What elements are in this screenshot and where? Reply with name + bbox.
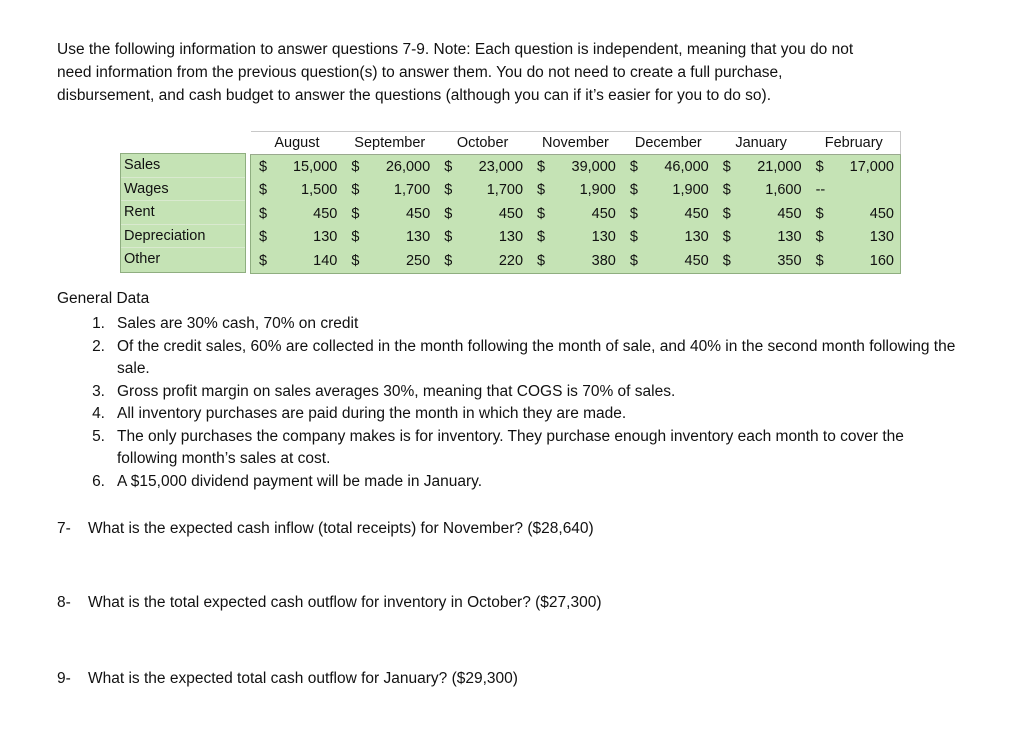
- table-cell: [251, 226, 344, 250]
- list-text: The only purchases the company makes is for inventory. They purchase enough inventory each month to cover the following month’s sales at cost.: [117, 427, 904, 467]
- cell-value: 140: [313, 252, 338, 269]
- intro-line: need information from the previous question(s) to answer them. You do not need to create a full purchase,: [57, 64, 783, 81]
- table-cell: [436, 155, 529, 179]
- table-cell: [251, 179, 344, 203]
- currency-symbol: $: [444, 205, 453, 222]
- cell-value: 130: [684, 229, 709, 246]
- currency-symbol: $: [629, 182, 638, 199]
- currency-symbol: $: [259, 229, 268, 246]
- row-label: Wages: [121, 178, 245, 202]
- currency-symbol: $: [259, 182, 268, 199]
- question-7: [57, 520, 594, 538]
- row-label: Depreciation: [121, 225, 245, 249]
- cell-value: 450: [684, 205, 709, 222]
- table-cell: [436, 226, 529, 250]
- table-row: [251, 226, 901, 250]
- cell-value: 1,900: [672, 182, 709, 199]
- cell-value: 21,000: [757, 158, 802, 175]
- currency-symbol: $: [537, 182, 546, 199]
- cell-value: 1,700: [486, 182, 524, 199]
- currency-symbol: $: [351, 182, 360, 199]
- table-row: [251, 155, 901, 179]
- question-text: What is the total expected cash outflow for inventory in October? ($27,300): [88, 594, 602, 611]
- table-cell: [715, 249, 808, 273]
- currency-symbol: $: [629, 158, 638, 175]
- currency-symbol: $: [259, 158, 268, 175]
- table-cell: [529, 249, 622, 273]
- currency-symbol: $: [259, 205, 268, 222]
- currency-symbol: $: [351, 229, 360, 246]
- row-label: Rent: [121, 201, 245, 225]
- question-number: 9-: [57, 670, 71, 687]
- currency-symbol: $: [444, 229, 453, 246]
- cell-value: 17,000: [849, 158, 894, 175]
- table-cell: [251, 202, 344, 226]
- cell-value: 130: [777, 229, 802, 246]
- currency-symbol: $: [629, 229, 638, 246]
- table-cell: [343, 179, 436, 203]
- cell-value: 450: [498, 205, 524, 222]
- table-cell: [529, 202, 622, 226]
- intro-line: Use the following information to answer questions 7-9. Note: Each question is independent, meaning that you do not: [57, 41, 854, 58]
- currency-symbol: --: [815, 182, 826, 199]
- currency-symbol: $: [815, 158, 824, 175]
- list-item: [85, 381, 965, 404]
- cell-value: 220: [498, 252, 524, 269]
- list-item: [85, 426, 965, 471]
- cell-value: 130: [869, 229, 894, 246]
- currency-symbol: $: [629, 252, 638, 269]
- table-cell: [343, 226, 436, 250]
- list-item: [85, 403, 965, 426]
- cell-value: 380: [591, 252, 616, 269]
- table-cell: [715, 179, 808, 203]
- table-cell: [436, 249, 529, 273]
- cell-value: 450: [591, 205, 616, 222]
- table-cell: [251, 249, 344, 273]
- month-header-row: [251, 132, 901, 155]
- table-cell: [808, 226, 901, 250]
- currency-symbol: $: [444, 182, 453, 199]
- table-cell: [622, 249, 715, 273]
- currency-symbol: $: [537, 252, 546, 269]
- values-grid: [250, 131, 901, 274]
- month-header: October: [436, 132, 529, 155]
- currency-symbol: $: [444, 158, 453, 175]
- question-text: What is the expected cash inflow (total receipts) for November? ($28,640): [88, 520, 594, 537]
- cell-value: 1,700: [393, 182, 431, 199]
- cell-value: 15,000: [292, 158, 338, 175]
- cell-value: 1,600: [765, 182, 802, 199]
- cell-value: 250: [405, 252, 431, 269]
- month-header: February: [808, 132, 901, 155]
- table-cell: [343, 249, 436, 273]
- table-row: [251, 179, 901, 203]
- cell-value: 39,000: [571, 158, 616, 175]
- currency-symbol: $: [722, 158, 731, 175]
- currency-symbol: $: [537, 205, 546, 222]
- currency-symbol: $: [351, 252, 360, 269]
- question-number: 7-: [57, 520, 71, 537]
- table-cell: [529, 226, 622, 250]
- list-number: 6.: [92, 472, 105, 490]
- table-cell: [808, 179, 901, 203]
- list-text: Gross profit margin on sales averages 30%, meaning that COGS is 70% of sales.: [117, 382, 676, 400]
- general-data-list: [85, 313, 965, 493]
- table-cell: [622, 202, 715, 226]
- month-header: January: [715, 132, 808, 155]
- list-text: Of the credit sales, 60% are collected in the month following the month of sale, and 40% in the second month following the sale.: [117, 337, 956, 377]
- question-number: 8-: [57, 594, 71, 611]
- cell-value: 1,900: [579, 182, 616, 199]
- cell-value: 130: [405, 229, 431, 246]
- list-item: [85, 336, 965, 381]
- currency-symbol: $: [259, 252, 268, 269]
- table-cell: [436, 179, 529, 203]
- general-data-title: General Data: [57, 290, 150, 307]
- list-text: Sales are 30% cash, 70% on credit: [117, 315, 359, 332]
- list-number: 4.: [92, 405, 105, 422]
- cell-value: 46,000: [664, 158, 709, 175]
- table-cell: [715, 155, 808, 179]
- table-cell: [436, 202, 529, 226]
- cell-value: 350: [777, 252, 802, 269]
- currency-symbol: $: [722, 182, 731, 199]
- currency-symbol: $: [537, 229, 546, 246]
- row-labels: [120, 153, 246, 273]
- table-cell: [808, 202, 901, 226]
- currency-symbol: $: [815, 252, 824, 269]
- list-item: [85, 313, 965, 336]
- currency-symbol: $: [351, 158, 360, 175]
- table-cell: [808, 155, 901, 179]
- cell-value: 130: [498, 229, 524, 246]
- table-cell: [529, 179, 622, 203]
- currency-symbol: $: [722, 229, 731, 246]
- table-cell: [622, 155, 715, 179]
- list-item: [85, 471, 965, 494]
- table-row: [251, 202, 901, 226]
- currency-symbol: $: [444, 252, 453, 269]
- table-cell: [622, 226, 715, 250]
- cell-value: 130: [313, 229, 338, 246]
- month-header: December: [622, 132, 715, 155]
- question-9: [57, 670, 518, 688]
- month-header: August: [251, 132, 344, 155]
- list-number: 3.: [92, 382, 105, 400]
- table-cell: [622, 179, 715, 203]
- table-cell: [251, 155, 344, 179]
- list-number: 2.: [92, 337, 105, 355]
- list-text: All inventory purchases are paid during the month in which they are made.: [117, 405, 627, 422]
- currency-symbol: $: [815, 229, 824, 246]
- row-label: Other: [124, 251, 161, 267]
- currency-symbol: $: [722, 205, 731, 222]
- question-text: What is the expected total cash outflow for January? ($29,300): [88, 670, 518, 687]
- currency-symbol: $: [537, 158, 546, 175]
- cell-value: 160: [869, 252, 894, 269]
- cell-value: 450: [405, 205, 431, 222]
- list-text: A $15,000 dividend payment will be made in January.: [117, 472, 483, 490]
- cell-value: 130: [591, 229, 616, 246]
- cell-value: 26,000: [385, 158, 431, 175]
- intro-paragraph: [57, 38, 987, 107]
- currency-symbol: $: [722, 252, 731, 269]
- table-row: [251, 249, 901, 273]
- cell-value: 450: [777, 205, 802, 222]
- intro-line: disbursement, and cash budget to answer the questions (although you can if it’s easier for you to do so).: [57, 87, 771, 104]
- cell-value: 1,500: [301, 182, 338, 199]
- list-number: 1.: [92, 315, 105, 332]
- table-cell: [715, 226, 808, 250]
- question-8: [57, 594, 602, 612]
- table-cell: [343, 155, 436, 179]
- month-header: November: [529, 132, 622, 155]
- currency-symbol: $: [629, 205, 638, 222]
- cell-value: 450: [869, 205, 894, 222]
- month-header: September: [343, 132, 436, 155]
- row-label: Sales: [121, 154, 245, 178]
- table-cell: [343, 202, 436, 226]
- cell-value: 450: [313, 205, 338, 222]
- cell-value: 23,000: [478, 158, 524, 175]
- cell-value: 450: [684, 252, 709, 269]
- list-number: 5.: [92, 427, 105, 445]
- table-cell: [715, 202, 808, 226]
- table-cell: [808, 249, 901, 273]
- table-cell: [529, 155, 622, 179]
- currency-symbol: $: [351, 205, 360, 222]
- currency-symbol: $: [815, 205, 824, 222]
